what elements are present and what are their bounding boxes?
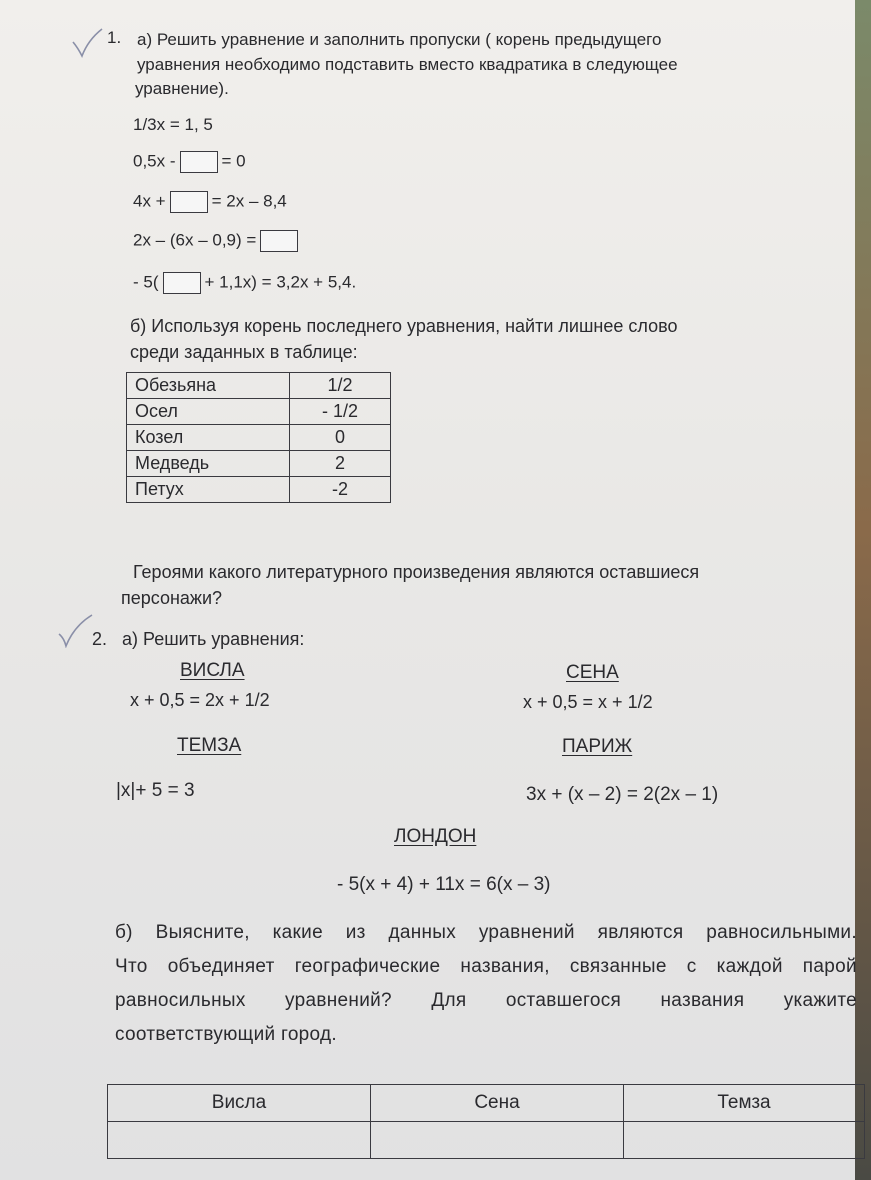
answer-header: Висла — [108, 1085, 371, 1122]
equation-4 — [133, 230, 302, 252]
visla-title: ВИСЛА — [180, 660, 245, 681]
sena-title: СЕНА — [566, 662, 619, 683]
temza-title: ТЕМЗА — [177, 735, 242, 756]
answer-cell[interactable] — [108, 1122, 371, 1159]
word: географические — [294, 956, 441, 977]
word: являются — [597, 922, 684, 943]
equation-5-left: - 5( — [133, 272, 159, 292]
word: уравнений — [478, 922, 575, 943]
answer-header: Сена — [371, 1085, 624, 1122]
animal-value: -2 — [290, 477, 391, 503]
word: с — [686, 956, 697, 977]
equation-2 — [133, 151, 246, 173]
table-row — [127, 399, 391, 425]
animal-value: 2 — [290, 451, 391, 477]
equation-5 — [133, 272, 356, 294]
answer-header: Темза — [624, 1085, 865, 1122]
task1-question-line1: Героями какого литературного произведения являются оставшиеся — [133, 562, 700, 582]
word: парой — [802, 956, 857, 977]
answer-cell[interactable] — [624, 1122, 865, 1159]
table-row — [127, 451, 391, 477]
table-row — [127, 425, 391, 451]
task2-part-b-line4: соответствующий город. — [115, 1024, 337, 1045]
task1-part-a-line3: уравнение). — [135, 79, 229, 98]
word: названия, — [460, 956, 550, 977]
table-row — [127, 477, 391, 503]
animal-name: Петух — [127, 477, 290, 503]
check-mark-icon — [56, 612, 94, 648]
equation-3-right: = 2х – 8,4 — [211, 191, 287, 211]
word: связанные — [569, 956, 667, 977]
animal-name: Обезьяна — [127, 373, 290, 399]
task2-part-b-line3 — [115, 990, 857, 1012]
equation-2-right: = 0 — [221, 151, 246, 171]
answer-cell[interactable] — [371, 1122, 624, 1159]
word: объединяет — [167, 956, 275, 977]
word: Что — [115, 956, 148, 977]
parizh-title: ПАРИЖ — [562, 736, 633, 757]
animals-table — [126, 372, 391, 503]
equation-2-left: 0,5х - — [133, 151, 176, 171]
animal-value: 1/2 — [290, 373, 391, 399]
word: названия — [660, 990, 745, 1011]
task2-part-b-line1 — [115, 922, 857, 944]
word: Для — [431, 990, 467, 1011]
word: из — [345, 922, 366, 943]
blank-box[interactable] — [260, 230, 298, 252]
table-row — [127, 373, 391, 399]
animal-value: - 1/2 — [290, 399, 391, 425]
table-header-row — [108, 1085, 865, 1122]
blank-box[interactable] — [163, 272, 201, 294]
word: укажите — [783, 990, 857, 1011]
blank-box[interactable] — [170, 191, 208, 213]
animal-name: Медведь — [127, 451, 290, 477]
london-equation: - 5(х + 4) + 11х = 6(х – 3) — [337, 874, 551, 895]
animal-name: Козел — [127, 425, 290, 451]
blank-box[interactable] — [180, 151, 218, 173]
word: какие — [272, 922, 323, 943]
word: уравнений? — [285, 990, 392, 1011]
task1-part-a-line2: уравнения необходимо подставить вместо квадратика в следующее — [137, 55, 678, 74]
visla-equation: х + 0,5 = 2х + 1/2 — [130, 690, 270, 710]
task1-question-line2: персонажи? — [121, 588, 223, 608]
word: равносильными. — [706, 922, 857, 943]
background-edge — [855, 0, 871, 1180]
equation-3-left: 4х + — [133, 191, 166, 211]
answer-table — [107, 1084, 865, 1159]
word: оставшегося — [505, 990, 622, 1011]
task2-number: 2. — [92, 629, 108, 649]
task1-part-b-line1: б) Используя корень последнего уравнения, найти лишнее слово — [130, 316, 678, 336]
task1-number: 1. — [107, 28, 122, 47]
task1-part-a-line1: а) Решить уравнение и заполнить пропуски ( корень предыдущего — [137, 30, 662, 49]
london-title: ЛОНДОН — [394, 826, 477, 847]
equation-4-left: 2х – (6х – 0,9) = — [133, 230, 257, 250]
animal-value: 0 — [290, 425, 391, 451]
task2-part-a: а) Решить уравнения: — [122, 629, 305, 649]
equation-1: 1/3х = 1, 5 — [133, 115, 213, 134]
table-row — [108, 1122, 865, 1159]
equation-5-right: + 1,1х) = 3,2х + 5,4. — [204, 272, 357, 292]
task1-part-b-line2: среди заданных в таблице: — [130, 342, 358, 362]
word: Выясните, — [155, 922, 250, 943]
parizh-equation: 3х + (х – 2) = 2(2х – 1) — [526, 784, 719, 805]
word: каждой — [716, 956, 783, 977]
word: б) — [115, 922, 133, 943]
sena-equation: х + 0,5 = х + 1/2 — [523, 692, 653, 712]
equation-3 — [133, 191, 287, 213]
check-mark-icon — [70, 26, 104, 60]
task2-part-b-line2 — [115, 956, 857, 978]
word: данных — [388, 922, 457, 943]
animal-name: Осел — [127, 399, 290, 425]
temza-equation: |х|+ 5 = 3 — [116, 780, 195, 801]
word: равносильных — [115, 990, 246, 1011]
